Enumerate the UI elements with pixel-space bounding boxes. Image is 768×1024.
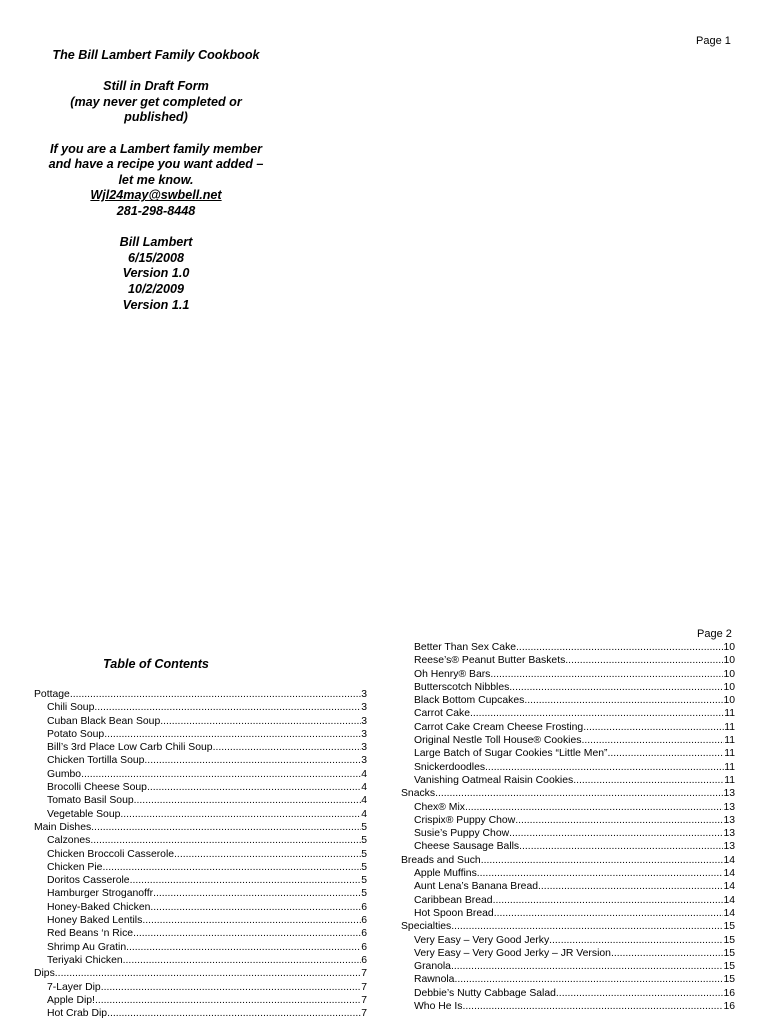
- toc-leader-dots: [607, 747, 724, 760]
- toc-page-number: 3: [361, 689, 367, 700]
- toc-leader-dots: [70, 688, 361, 701]
- toc-leader-dots: [120, 808, 361, 821]
- cookbook-title: The Bill Lambert Family Cookbook: [52, 48, 260, 62]
- toc-leader-dots: [142, 914, 361, 927]
- toc-leader-dots: [463, 1000, 724, 1013]
- toc-page-number: 14: [723, 881, 735, 893]
- toc-leader-dots: [549, 934, 723, 947]
- toc-page-number: 15: [723, 974, 735, 986]
- toc-entry-title: Shrimp Au Gratin: [47, 941, 127, 953]
- toc-entry-title: Carrot Cake: [414, 708, 471, 720]
- toc-page-number: 6: [361, 915, 367, 927]
- toc-entry-title: Chex® Mix: [414, 801, 465, 813]
- invite-line-2: and have a recipe you want added –: [48, 157, 264, 172]
- date-2: 10/2/2009: [127, 281, 185, 296]
- toc-page-number: 5: [361, 821, 367, 833]
- toc-entry-title: Cuban Black Bean Soup: [47, 715, 161, 727]
- toc-leader-dots: [516, 641, 723, 654]
- toc-entry[interactable]: [401, 774, 735, 787]
- toc-entry[interactable]: [401, 960, 735, 973]
- toc-leader-dots: [90, 834, 361, 847]
- toc-entry[interactable]: [34, 701, 367, 714]
- toc-entry[interactable]: [401, 747, 735, 760]
- toc-page-number: 5: [361, 875, 367, 887]
- toc-entry-title: Specialties: [401, 921, 452, 933]
- toc-leader-dots: [107, 1007, 361, 1020]
- toc-page-number: 16: [723, 987, 735, 999]
- toc-leader-dots: [451, 960, 723, 973]
- toc-leader-dots: [95, 994, 361, 1007]
- toc-leader-dots: [130, 874, 362, 887]
- toc-page-number: 3: [361, 742, 367, 754]
- toc-page-number: 5: [361, 888, 367, 900]
- toc-page-number: 10: [723, 655, 735, 667]
- toc-page-number: 16: [723, 1001, 735, 1013]
- toc-entry-title: Granola: [414, 961, 451, 973]
- toc-page-number: 10: [723, 642, 735, 653]
- toc-entry[interactable]: [401, 867, 735, 880]
- toc-entry-title: Vegetable Soup: [47, 808, 121, 820]
- toc-leader-dots: [454, 973, 723, 986]
- toc-page-number: 3: [361, 728, 367, 740]
- toc-entry-title: Teriyaki Chicken: [47, 954, 123, 966]
- toc-entry-title: Cheese Sausage Balls: [414, 841, 520, 853]
- toc-page-number: 7: [361, 994, 367, 1006]
- toc-page-number: 6: [361, 901, 367, 913]
- toc-section[interactable]: [34, 821, 367, 834]
- toc-entry[interactable]: [401, 880, 735, 893]
- toc-leader-dots: [126, 941, 361, 954]
- toc-entry-title: Very Easy – Very Good Jerky – JR Version: [414, 947, 611, 959]
- cover-block: [30, 48, 282, 313]
- toc-leader-dots: [160, 715, 361, 728]
- toc-entry-title: Caribbean Bread: [414, 894, 493, 906]
- toc-page-number: 4: [361, 808, 367, 820]
- toc-page-number: 13: [723, 801, 735, 813]
- page-number-2: Page 2: [697, 628, 732, 640]
- toc-entry-title: Doritos Casserole: [47, 875, 130, 887]
- toc-entry-title: Hot Crab Dip: [47, 1008, 108, 1020]
- toc-entry[interactable]: [401, 1000, 735, 1013]
- toc-entry-title: 7-Layer Dip: [47, 981, 101, 993]
- toc-leader-dots: [150, 901, 361, 914]
- toc-page-number: 6: [361, 954, 367, 966]
- toc-right-column: [401, 641, 735, 1013]
- version-1: Version 1.0: [122, 266, 190, 281]
- toc-entry[interactable]: [401, 681, 735, 694]
- toc-leader-dots: [435, 787, 723, 800]
- invite-line-1: If you are a Lambert family member: [49, 141, 263, 156]
- toc-entry-title: Large Batch of Sugar Cookies “Little Men”: [414, 748, 608, 760]
- toc-entry[interactable]: [34, 741, 367, 754]
- toc-entry[interactable]: [401, 654, 735, 667]
- toc-entry-title: Oh Henry® Bars: [414, 668, 491, 680]
- toc-entry[interactable]: [401, 894, 735, 907]
- toc-entry-title: Carrot Cake Cream Cheese Frosting: [414, 721, 584, 733]
- toc-entry-title: Gumbo: [47, 768, 82, 780]
- toc-entry[interactable]: [34, 834, 367, 847]
- toc-entry[interactable]: [401, 814, 735, 827]
- toc-entry[interactable]: [34, 954, 367, 967]
- toc-entry[interactable]: [34, 901, 367, 914]
- toc-leader-dots: [104, 728, 361, 741]
- toc-leader-dots: [573, 774, 724, 787]
- toc-leader-dots: [556, 987, 724, 1000]
- toc-entry-title: Apple Dip!: [47, 994, 95, 1006]
- toc-entry[interactable]: [34, 887, 367, 900]
- toc-entry-title: Aunt Lena’s Banana Bread: [414, 881, 539, 893]
- toc-entry-title: Chicken Tortilla Soup: [47, 755, 145, 767]
- toc-leader-dots: [481, 854, 724, 867]
- toc-entry-title: Brocolli Cheese Soup: [47, 782, 147, 794]
- toc-entry-title: Chili Soup: [47, 702, 95, 714]
- toc-entry[interactable]: [34, 794, 367, 807]
- toc-page-number: 13: [723, 841, 735, 853]
- toc-leader-dots: [485, 761, 724, 774]
- toc-entry[interactable]: [34, 874, 367, 887]
- author-name: Bill Lambert: [119, 235, 193, 250]
- toc-page-number: 14: [723, 907, 735, 919]
- toc-page-number: 3: [361, 702, 367, 714]
- toc-page-number: 7: [361, 1008, 367, 1020]
- toc-leader-dots: [213, 741, 362, 754]
- toc-leader-dots: [465, 801, 723, 814]
- draft-line-1: Still in Draft Form: [103, 79, 209, 94]
- toc-page-number: 13: [723, 814, 735, 826]
- toc-leader-dots: [81, 768, 361, 781]
- toc-entry[interactable]: [34, 715, 367, 728]
- toc-section[interactable]: [401, 920, 735, 933]
- toc-entry-title: Calzones: [47, 835, 91, 847]
- toc-page-number: 11: [724, 761, 735, 773]
- toc-entry[interactable]: [401, 734, 735, 747]
- toc-leader-dots: [490, 668, 723, 681]
- page-number-1: Page 1: [696, 35, 731, 47]
- toc-leader-dots: [153, 887, 361, 900]
- toc-leader-dots: [101, 981, 362, 994]
- toc-entry-title: Debbie’s Nutty Cabbage Salad: [414, 987, 556, 999]
- toc-leader-dots: [524, 694, 723, 707]
- toc-page-number: 14: [723, 854, 735, 866]
- toc-entry[interactable]: [401, 947, 735, 960]
- toc-leader-dots: [477, 867, 724, 880]
- toc-leader-dots: [494, 907, 724, 920]
- toc-entry[interactable]: [34, 914, 367, 927]
- toc-page-number: 11: [724, 774, 735, 786]
- toc-leader-dots: [144, 754, 361, 767]
- toc-page-number: 4: [361, 795, 367, 807]
- toc-entry[interactable]: [401, 641, 735, 654]
- phone-number: 281-298-8448: [116, 203, 196, 218]
- toc-page-number: 11: [724, 721, 735, 733]
- toc-page-number: 15: [723, 947, 735, 959]
- toc-left-column: [34, 688, 367, 1020]
- toc-entry[interactable]: [34, 768, 367, 781]
- toc-page-number: 10: [723, 668, 735, 680]
- toc-page-number: 15: [723, 961, 735, 973]
- toc-page-number: 7: [361, 968, 367, 980]
- toc-page-number: 7: [361, 981, 367, 993]
- toc-leader-dots: [581, 734, 724, 747]
- toc-entry-title: Very Easy – Very Good Jerky: [414, 934, 550, 946]
- toc-page-number: 11: [724, 708, 735, 720]
- toc-entry[interactable]: [34, 941, 367, 954]
- toc-leader-dots: [102, 861, 361, 874]
- toc-title: Table of Contents: [103, 657, 209, 671]
- toc-page-number: 11: [724, 735, 735, 747]
- toc-entry[interactable]: [34, 861, 367, 874]
- toc-leader-dots: [515, 814, 723, 827]
- toc-entry[interactable]: [34, 927, 367, 940]
- toc-entry-title: Pottage: [34, 689, 70, 700]
- toc-page-number: 5: [361, 848, 367, 860]
- toc-page-number: 11: [724, 748, 735, 760]
- toc-entry-title: Susie’s Puppy Chow: [414, 828, 510, 840]
- toc-page-number: 5: [361, 835, 367, 847]
- toc-section[interactable]: [401, 854, 735, 867]
- toc-section[interactable]: [34, 688, 367, 701]
- toc-entry-title: Rawnola: [414, 974, 455, 986]
- toc-entry-title: Honey-Baked Chicken: [47, 901, 151, 913]
- toc-leader-dots: [147, 781, 361, 794]
- toc-entry-title: Dips: [34, 968, 55, 980]
- toc-entry[interactable]: [401, 694, 735, 707]
- toc-entry[interactable]: [34, 808, 367, 821]
- toc-entry-title: Honey Baked Lentils: [47, 915, 143, 927]
- toc-entry-title: Breads and Such: [401, 854, 481, 866]
- toc-entry-title: Hot Spoon Bread: [414, 907, 494, 919]
- toc-page-number: 15: [723, 934, 735, 946]
- toc-page-number: 10: [723, 695, 735, 707]
- toc-entry[interactable]: [401, 801, 735, 814]
- toc-leader-dots: [133, 927, 361, 940]
- toc-entry[interactable]: [34, 994, 367, 1007]
- toc-entry[interactable]: [34, 1007, 367, 1020]
- toc-page-number: 13: [723, 788, 735, 800]
- toc-entry-title: Potato Soup: [47, 728, 105, 740]
- version-2: Version 1.1: [122, 297, 190, 312]
- toc-entry-title: Snacks: [401, 788, 436, 800]
- toc-entry-title: Reese’s® Peanut Butter Baskets: [414, 655, 566, 667]
- toc-entry[interactable]: [34, 848, 367, 861]
- toc-entry-title: Snickerdoodles: [414, 761, 486, 773]
- toc-leader-dots: [519, 840, 723, 853]
- toc-page-number: 3: [361, 715, 367, 727]
- toc-page-number: 14: [723, 894, 735, 906]
- toc-entry-title: Bill’s 3rd Place Low Carb Chili Soup: [47, 742, 213, 754]
- toc-entry-title: Original Nestle Toll House® Cookies: [414, 735, 582, 747]
- toc-entry-title: Tomato Basil Soup: [47, 795, 134, 807]
- toc-leader-dots: [451, 920, 723, 933]
- toc-entry[interactable]: [34, 781, 367, 794]
- toc-page-number: 4: [361, 782, 367, 794]
- toc-entry[interactable]: [401, 827, 735, 840]
- toc-entry-title: Black Bottom Cupcakes: [414, 695, 525, 707]
- toc-leader-dots: [565, 654, 723, 667]
- toc-leader-dots: [509, 827, 723, 840]
- toc-entry-title: Chicken Broccoli Casserole: [47, 848, 175, 860]
- toc-entry-title: Crispix® Puppy Chow: [414, 814, 516, 826]
- toc-entry-title: Red Beans ‘n Rice: [47, 928, 134, 940]
- toc-leader-dots: [583, 721, 724, 734]
- toc-page-number: 14: [723, 868, 735, 880]
- toc-section[interactable]: [401, 787, 735, 800]
- toc-entry[interactable]: [34, 728, 367, 741]
- toc-entry[interactable]: [34, 981, 367, 994]
- toc-page-number: 6: [361, 928, 367, 940]
- toc-leader-dots: [538, 880, 723, 893]
- toc-entry[interactable]: [401, 907, 735, 920]
- toc-entry[interactable]: [401, 934, 735, 947]
- toc-leader-dots: [509, 681, 723, 694]
- toc-entry-title: Better Than Sex Cake: [414, 642, 517, 653]
- toc-leader-dots: [611, 947, 724, 960]
- toc-entry-title: Apple Muffins: [414, 868, 477, 880]
- toc-leader-dots: [91, 821, 361, 834]
- toc-entry[interactable]: [34, 754, 367, 767]
- toc-entry[interactable]: [401, 987, 735, 1000]
- toc-leader-dots: [470, 707, 724, 720]
- toc-leader-dots: [493, 894, 724, 907]
- toc-entry-title: Hamburger Stroganoffr: [47, 888, 154, 900]
- toc-leader-dots: [123, 954, 362, 967]
- toc-leader-dots: [174, 848, 361, 861]
- toc-page-number: 5: [361, 861, 367, 873]
- toc-page-number: 4: [361, 768, 367, 780]
- toc-entry[interactable]: [401, 761, 735, 774]
- draft-line-2: (may never get completed or: [70, 94, 242, 109]
- toc-entry[interactable]: [401, 668, 735, 681]
- toc-entry-title: Vanishing Oatmeal Raisin Cookies: [414, 774, 574, 786]
- toc-page-number: 10: [723, 681, 735, 693]
- toc-entry[interactable]: [401, 707, 735, 720]
- toc-entry[interactable]: [401, 840, 735, 853]
- draft-line-3: published): [124, 110, 188, 125]
- toc-entry[interactable]: [401, 721, 735, 734]
- toc-page-number: 15: [723, 921, 735, 933]
- toc-page-number: 6: [361, 941, 367, 953]
- toc-entry[interactable]: [401, 973, 735, 986]
- toc-page-number: 13: [723, 828, 735, 840]
- toc-leader-dots: [94, 701, 361, 714]
- invite-line-3: let me know.: [118, 172, 194, 187]
- toc-entry-title: Who He Is: [414, 1001, 463, 1013]
- toc-leader-dots: [55, 967, 361, 980]
- toc-leader-dots: [134, 794, 362, 807]
- toc-entry-title: Main Dishes: [34, 821, 92, 833]
- date-1: 6/15/2008: [127, 250, 185, 265]
- toc-page-number: 3: [361, 755, 367, 767]
- email-link[interactable]: Wjl24may@swbell.net: [90, 188, 222, 203]
- toc-entry-title: Butterscotch Nibbles: [414, 681, 510, 693]
- toc-section[interactable]: [34, 967, 367, 980]
- toc-entry-title: Chicken Pie: [47, 861, 103, 873]
